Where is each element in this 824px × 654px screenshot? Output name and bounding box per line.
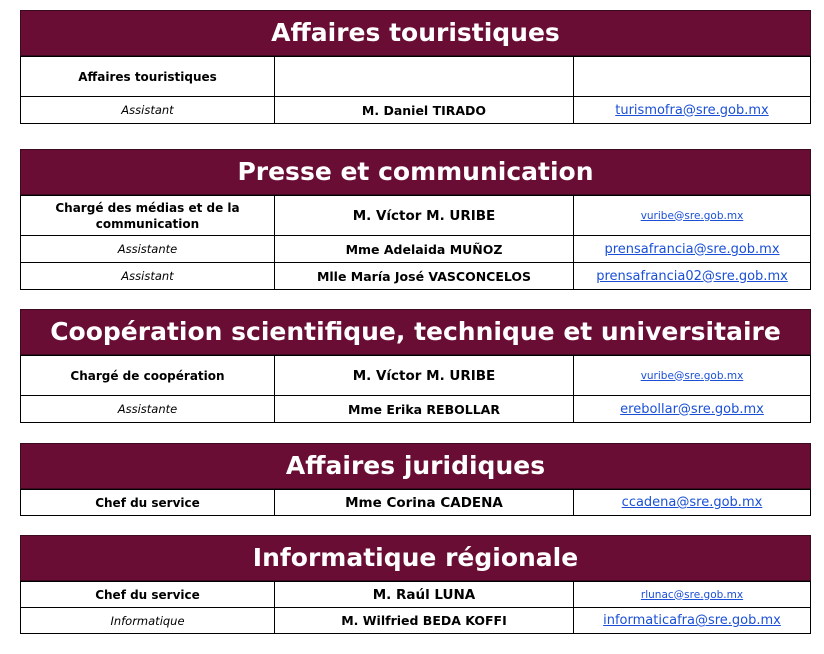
name-cell: M. Raúl LUNA [275, 582, 574, 608]
role-cell: Assistant [21, 263, 275, 290]
contact-table [20, 581, 811, 634]
section-informatique-regionale [20, 535, 811, 634]
name-cell: M. Wilfried BEDA KOFFI [275, 608, 574, 634]
section-title: Coopération scientifique, technique et universitaire [20, 309, 811, 355]
table-row [21, 263, 811, 290]
section-affaires-juridiques [20, 443, 811, 516]
email-link[interactable]: vuribe@sre.gob.mx [640, 369, 744, 382]
email-cell [574, 236, 811, 263]
table-row [21, 97, 811, 124]
name-cell: M. Víctor M. URIBE [275, 196, 574, 236]
name-cell [275, 57, 574, 97]
contact-table [20, 355, 811, 423]
table-row [21, 236, 811, 263]
contact-table [20, 489, 811, 516]
email-cell [574, 490, 811, 516]
email-cell [574, 396, 811, 423]
email-cell [574, 196, 811, 236]
name-cell: M. Daniel TIRADO [275, 97, 574, 124]
section-title: Informatique régionale [20, 535, 811, 581]
table-row [21, 490, 811, 516]
email-link[interactable]: informaticafra@sre.gob.mx [603, 613, 781, 628]
email-link[interactable]: vuribe@sre.gob.mx [640, 209, 744, 222]
role-cell: Informatique [21, 608, 275, 634]
email-link[interactable]: prensafrancia02@sre.gob.mx [596, 268, 788, 284]
section-title: Presse et communication [20, 149, 811, 195]
role-cell: Chef du service [21, 582, 275, 608]
name-cell: Mme Erika REBOLLAR [275, 396, 574, 423]
contact-table [20, 56, 811, 124]
email-link[interactable]: rlunac@sre.gob.mx [640, 588, 744, 601]
role-cell: Affaires touristiques [21, 57, 275, 97]
table-row [21, 57, 811, 97]
section-affaires-touristiques [20, 10, 811, 124]
table-row [21, 196, 811, 236]
section-title: Affaires touristiques [20, 10, 811, 56]
email-link[interactable]: turismofra@sre.gob.mx [615, 102, 769, 118]
role-cell: Chargé des médias et de la communication [21, 196, 275, 236]
email-cell [574, 57, 811, 97]
email-cell [574, 263, 811, 290]
email-link[interactable]: erebollar@sre.gob.mx [620, 401, 764, 417]
name-cell: M. Víctor M. URIBE [275, 356, 574, 396]
contact-table [20, 195, 811, 290]
email-link[interactable]: ccadena@sre.gob.mx [621, 495, 763, 510]
table-row [21, 356, 811, 396]
email-cell [574, 582, 811, 608]
role-cell: Assistant [21, 97, 275, 124]
role-cell: Chargé de coopération [21, 356, 275, 396]
name-cell: Mlle María José VASCONCELOS [275, 263, 574, 290]
section-presse-communication [20, 149, 811, 290]
section-cooperation [20, 309, 811, 423]
table-row [21, 396, 811, 423]
table-row [21, 582, 811, 608]
role-cell: Assistante [21, 236, 275, 263]
email-cell [574, 356, 811, 396]
section-title: Affaires juridiques [20, 443, 811, 489]
table-row [21, 608, 811, 634]
name-cell: Mme Corina CADENA [275, 490, 574, 516]
name-cell: Mme Adelaida MUÑOZ [275, 236, 574, 263]
email-cell [574, 608, 811, 634]
role-cell: Assistante [21, 396, 275, 423]
role-cell: Chef du service [21, 490, 275, 516]
email-link[interactable]: prensafrancia@sre.gob.mx [604, 241, 780, 257]
email-cell [574, 97, 811, 124]
